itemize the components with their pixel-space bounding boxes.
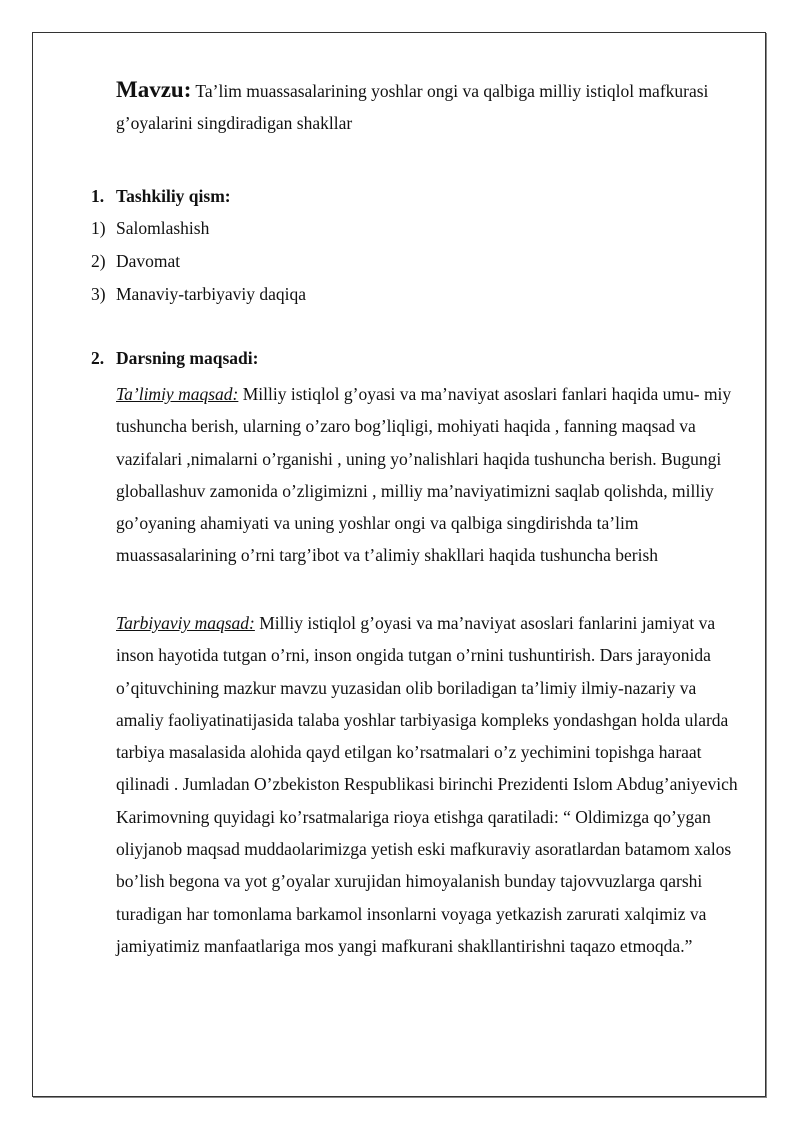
list-item <box>91 282 306 306</box>
section-heading-goals <box>91 346 258 370</box>
list-item-text: Salomlashish <box>116 218 210 238</box>
list-item-number: 3) <box>91 284 106 304</box>
educational-goal-text: Milliy istiqlol g’oyasi va ma’naviyat asoslari fanlari haqida umu- miy tushuncha berish, ularning o’zaro bog’liqligi, mohiyati haqida , fanning maqsad va vazifalari ,nimalarni o’rganishi , uning yo’nalishlari haqida tushuncha berish. Bugungi globallashuv zamonida o’zligimizni , milliy ma’naviyatimizni saqlab qolishda, milliy go’oyaning ahamiyati va uning yoshlar ongi va qalbiga singdirishda ta’lim muassasalarining o’rni targ’ibot va t’alimiy shakllari haqida tushuncha berish <box>116 384 732 566</box>
upbringing-goal-label: Tarbiyaviy maqsad: <box>116 613 255 633</box>
list-item-text: Davomat <box>116 251 181 271</box>
topic-text: Ta’lim muassasalarining yoshlar ongi va qalbiga milliy istiqlol mafkurasi g’oyalarini singdiradigan shakllar <box>116 81 709 133</box>
upbringing-goal-paragraph <box>116 607 748 962</box>
section-number: 2. <box>91 348 105 368</box>
list-item-number: 1) <box>91 218 106 238</box>
list-item-number: 2) <box>91 251 106 271</box>
educational-goal-paragraph <box>116 378 748 572</box>
educational-goal-label: Ta’limiy maqsad: <box>116 384 239 404</box>
section-title: Tashkiliy qism: <box>116 186 231 206</box>
section-number: 1. <box>91 186 105 206</box>
section-title: Darsning maqsadi: <box>116 348 259 368</box>
list-item-text: Manaviy-tarbiyaviy daqiqa <box>116 284 307 304</box>
upbringing-goal-text: Milliy istiqlol g’oyasi va ma’naviyat asoslari fanlarini jamiyat va inson hayotida tutgan o’rni, inson ongida tutgan o’rnini tushuntirish. Dars jarayonida o’qituvchining mazkur mavzu yuzasidan olib boriladigan ta’limiy ilmiy-nazariy va amaliy faoliyatinatijasida talaba yoshlar tarbiyasiga kompleks yondashgan holda ularda tarbiya masalasida alohida qayd etilgan ko’rsatmalari o’z yechimini topishga haraat qilinadi . Jumladan O’zbekiston Respublikasi birinchi Prezidenti Islom Abdug’aniyevich Karimovning quyidagi ko’rsatmalariga rioya etishga qaratiladi: “ Oldimizga qo’ygan oliyjanob maqsad muddaolarimizga yetish eski mafkuraviy asoratlardan batamom xalos bo’lish begona va yot g’oyalar xurujidan himoyalanish bunday tajovvuzlarga qarshi turadigan har tomonlama barkamol insonlarni voyaga yetkazish zarurati xalqimiz va jamiyatimiz manfaatlariga mos yangi mafkurani shakllantirishni taqazo etmoqda.” <box>116 613 738 956</box>
topic-paragraph <box>116 74 736 139</box>
section-heading-organizational <box>91 184 231 208</box>
topic-label: Mavzu: <box>116 77 192 102</box>
list-item <box>91 249 180 273</box>
list-item <box>91 216 209 240</box>
